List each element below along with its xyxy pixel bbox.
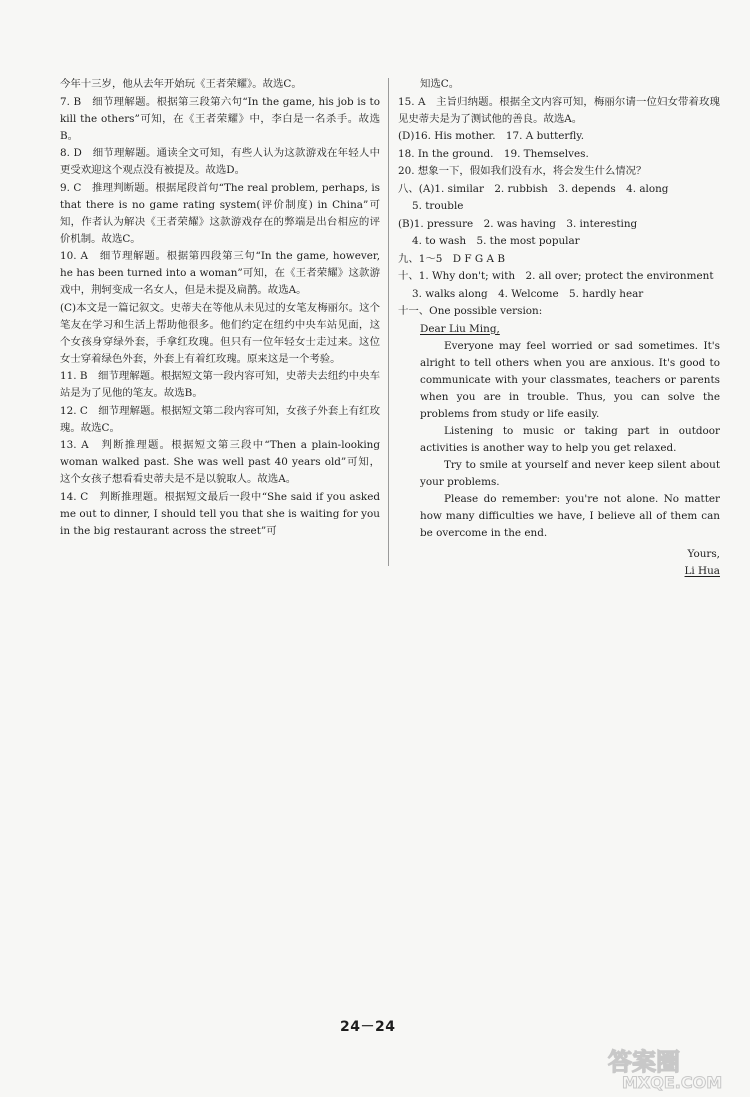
section-8-a: 八、(A)1. similar 2. rubbish 3. depends 4. along: [398, 182, 669, 195]
svg-text:MXQE.COM: MXQE.COM: [622, 1073, 723, 1092]
column-divider: [388, 78, 389, 566]
letter-paragraph: Listening to music or taking part in outdoor activities is another way to help you get relaxed.: [420, 424, 720, 454]
watermark-logo: [604, 1044, 744, 1092]
answer-d-16-17: (D)16. His mother. 17. A butterfly.: [398, 130, 585, 142]
answer-item-8: 8. D 细节理解题。通读全文可知，有些人认为这款游戏在年轻人中更受欢迎这个观点没有被提及。故选D。: [60, 147, 380, 176]
letter-greeting: Dear Liu Ming,: [420, 322, 500, 335]
passage-c-summary: (C)本文是一篇记叙文。史蒂夫在等他从未见过的女笔友梅丽尔。这个笔友在学习和生活上帮助他很多。他们约定在纽约中央车站见面，这个女孩身穿绿外套，手拿红玫瑰。但只有一位年轻女士走过来。这位女士穿着绿色外套，外套上有着红玫瑰。原来这是一个考验。: [60, 301, 380, 365]
answer-item-10: 10. A 细节理解题。根据第四段第三句“In the game, however, he has been turned into a woman”可知，在《王者荣耀》这款游戏中，荆轲变成一名女人，但是未提及扁鹊。故选A。: [60, 250, 380, 296]
section-10-b: 3. walks along 4. Welcome 5. hardly hear: [412, 287, 644, 300]
page-number: 24－24: [340, 1019, 396, 1035]
answer-item-11: 11. B 细节理解题。根据短文第一段内容可知，史蒂夫去纽约中央车站是为了见他的笔友。故选B。: [60, 370, 380, 399]
letter-closing: Yours,: [687, 547, 720, 560]
answer-item-15: 15. A 主旨归纳题。根据全文内容可知，梅丽尔请一位妇女带着玫瑰见史蒂夫是为了测试他的善良。故选A。: [398, 95, 720, 125]
section-8-a-cont: 5. trouble: [412, 200, 464, 212]
sample-letter: [398, 321, 720, 580]
left-column: [60, 76, 380, 540]
section-9: 九、1～5 D F G A B: [398, 252, 505, 265]
answer-line: 知选C。: [420, 78, 460, 90]
letter-paragraph: Please do remember: you're not alone. No matter how many difficulties we have, I believe all of them can be overcome in the end.: [420, 492, 720, 539]
answer-line: 今年十三岁，他从去年开始玩《王者荣耀》。故选C。: [60, 78, 302, 90]
answer-item-12: 12. C 细节理解题。根据短文第二段内容可知，女孩子外套上有红玫瑰。故选C。: [60, 404, 380, 434]
letter-paragraph: Try to smile at yourself and never keep silent about your problems.: [420, 458, 720, 488]
section-8-b-cont: 4. to wash 5. the most popular: [412, 235, 580, 247]
answer-d-20: 20. 想象一下，假如我们没有水，将会发生什么情况？: [398, 165, 647, 177]
answer-item-13: 13. A 判断推理题。根据短文第三段中“Then a plain-looking woman walked past. She was well past 40 years old”可知，这个女孩子想看看史蒂夫是不是以貌取人。故选A。: [60, 439, 380, 485]
answer-item-14: 14. C 判断推理题。根据短文最后一段中“She said if you asked me out to dinner, I should tell you that she is waiting for you in the big restaurant across the street”可: [60, 490, 380, 537]
answer-item-9: 9. C 推理判断题。根据尾段首句“The real problem, perhaps, is that there is no game rating system(评价制度) in China”可知，作者认为解决《王者荣耀》这款游戏存在的弊端是出台相应的评价机制。故选C。: [60, 181, 380, 245]
svg-text:答案圈: 答案圈: [608, 1048, 680, 1076]
answer-d-18-19: 18. In the ground. 19. Themselves.: [398, 147, 589, 160]
section-10-a: 十、1. Why don't; with 2. all over; protect the environment: [398, 270, 714, 282]
answer-item-7: 7. B 细节理解题。根据第三段第六句“In the game, his job is to kill the others”可知，在《王者荣耀》中，李白是一名杀手。故选B。: [60, 95, 380, 142]
right-column: [398, 76, 720, 580]
letter-signature: Li Hua: [684, 564, 720, 577]
letter-paragraph: Everyone may feel worried or sad sometimes. It's alright to tell others when you are anxious. It's good to communicate with your classmates, teachers or parents when you are in trouble. Thus, you can solve the problems from study or life easily.: [420, 339, 720, 420]
section-8-b: (B)1. pressure 2. was having 3. interesting: [398, 217, 638, 230]
section-11-heading: 十一、One possible version:: [398, 305, 543, 317]
